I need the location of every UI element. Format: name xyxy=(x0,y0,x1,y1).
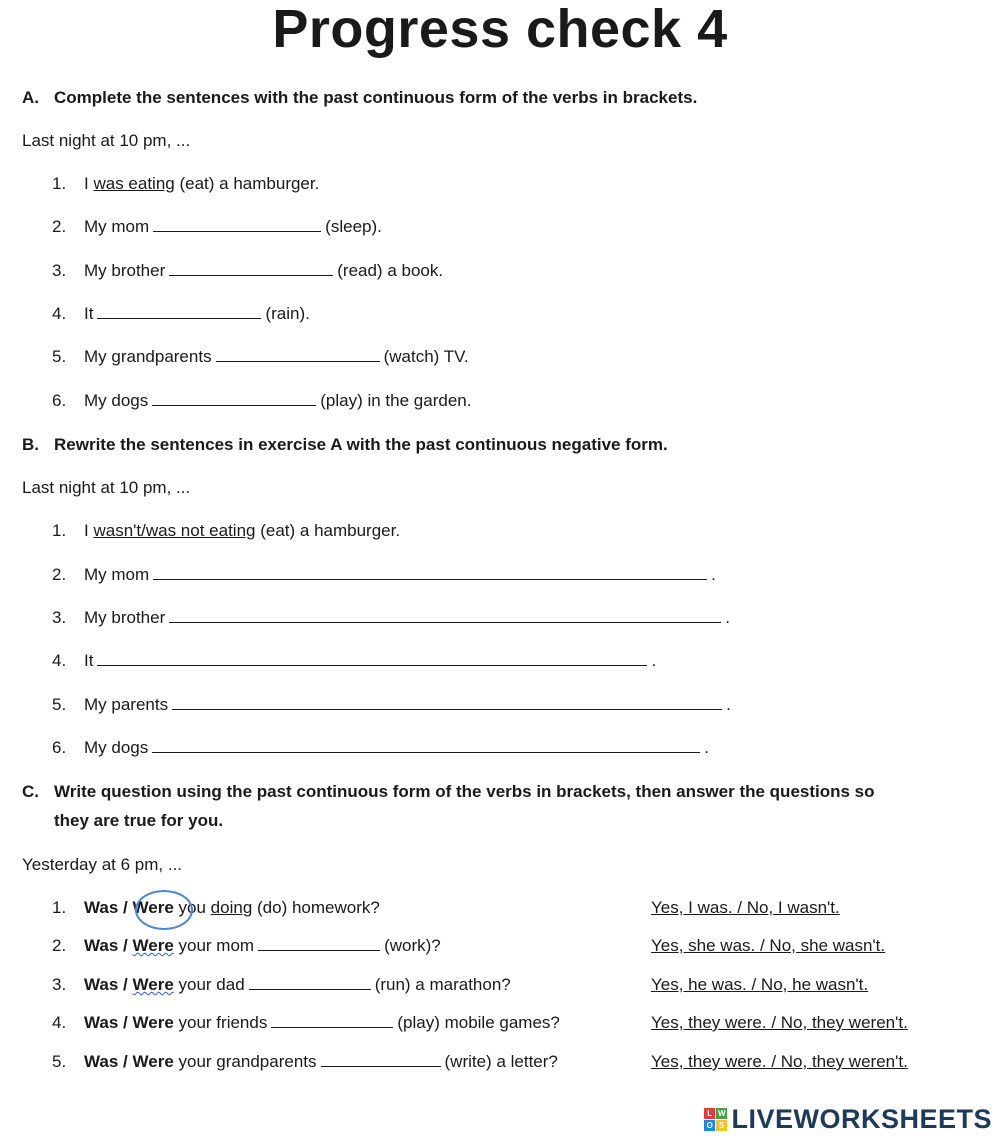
logo-icon: L W O S xyxy=(704,1108,727,1131)
c-item-4-blank[interactable] xyxy=(271,1013,393,1028)
section-b-heading: B. Rewrite the sentences in exercise A with the past continuous negative form. xyxy=(22,435,668,454)
b-item-2-blank[interactable] xyxy=(153,565,707,580)
a-item-1-answer: was eating xyxy=(93,174,175,193)
a-item-2-blank[interactable] xyxy=(153,217,321,232)
a-item-4: 4. It (rain). xyxy=(52,304,310,323)
c-item-2-answer: Yes, she was. / No, she wasn't. xyxy=(651,936,886,955)
b-item-5: 5. My parents . xyxy=(52,695,731,714)
b-item-4-blank[interactable] xyxy=(97,651,647,666)
c-item-5: 5. Was / Were your grandparents (write) a letter? xyxy=(52,1052,558,1071)
c-item-1-verb: doing xyxy=(210,898,253,917)
logo-text: LIVEWORKSHEETS xyxy=(731,1104,992,1134)
c-item-4: 4. Was / Were your friends (play) mobile games? xyxy=(52,1013,560,1032)
section-a-intro: Last night at 10 pm, ... xyxy=(22,131,191,150)
page-title: Progress check 4 xyxy=(272,0,728,59)
section-c-heading-line2: they are true for you. xyxy=(54,811,224,830)
section-b-intro: Last night at 10 pm, ... xyxy=(22,478,191,497)
b-item-6-blank[interactable] xyxy=(152,738,700,753)
b-item-5-blank[interactable] xyxy=(172,695,722,710)
a-item-4-blank[interactable] xyxy=(97,304,261,319)
c-item-4-answer: Yes, they were. / No, they weren't. xyxy=(651,1013,908,1032)
section-a-heading: A. Complete the sentences with the past continuous form of the verbs in brackets. xyxy=(22,88,698,107)
section-c-heading: C. Write question using the past continuous form of the verbs in brackets, then answer the questions so xyxy=(22,782,875,801)
section-c-intro: Yesterday at 6 pm, ... xyxy=(22,855,183,874)
a-item-6-blank[interactable] xyxy=(152,391,316,406)
c-item-3-answer: Yes, he was. / No, he wasn't. xyxy=(651,975,869,994)
b-item-3: 3. My brother . xyxy=(52,608,730,627)
selection-circle xyxy=(132,890,193,930)
a-item-3-blank[interactable] xyxy=(169,261,333,276)
b-item-3-blank[interactable] xyxy=(169,608,721,623)
a-item-6: 6. My dogs (play) in the garden. xyxy=(52,391,472,410)
c-item-1-answer: Yes, I was. / No, I wasn't. xyxy=(651,898,840,917)
a-item-1: 1. I was eating (eat) a hamburger. xyxy=(52,174,320,193)
b-item-4: 4. It . xyxy=(52,651,657,670)
c-item-3-blank[interactable] xyxy=(249,975,371,990)
c-item-2: 2. Was / Were your mom (work)? xyxy=(52,936,441,955)
a-item-2: 2. My mom (sleep). xyxy=(52,217,382,236)
c-item-5-blank[interactable] xyxy=(321,1052,441,1067)
c-item-2-blank[interactable] xyxy=(258,936,380,951)
a-item-5-blank[interactable] xyxy=(216,347,380,362)
b-item-6: 6. My dogs . xyxy=(52,738,709,757)
a-item-5: 5. My grandparents (watch) TV. xyxy=(52,347,469,366)
c-item-5-answer: Yes, they were. / No, they weren't. xyxy=(651,1052,908,1071)
b-item-1-answer: wasn't/was not eating xyxy=(93,521,256,540)
b-item-2: 2. My mom . xyxy=(52,565,716,584)
a-item-3: 3. My brother (read) a book. xyxy=(52,261,444,280)
c-item-3: 3. Was / Were your dad (run) a marathon? xyxy=(52,975,511,994)
b-item-1: 1. I wasn't/was not eating (eat) a hamburger. xyxy=(52,521,401,540)
c-item-1-were: Were xyxy=(132,898,174,917)
c-item-1: 1. Was / Were you doing (do) homework? xyxy=(52,898,380,917)
liveworksheets-logo xyxy=(704,1104,992,1135)
